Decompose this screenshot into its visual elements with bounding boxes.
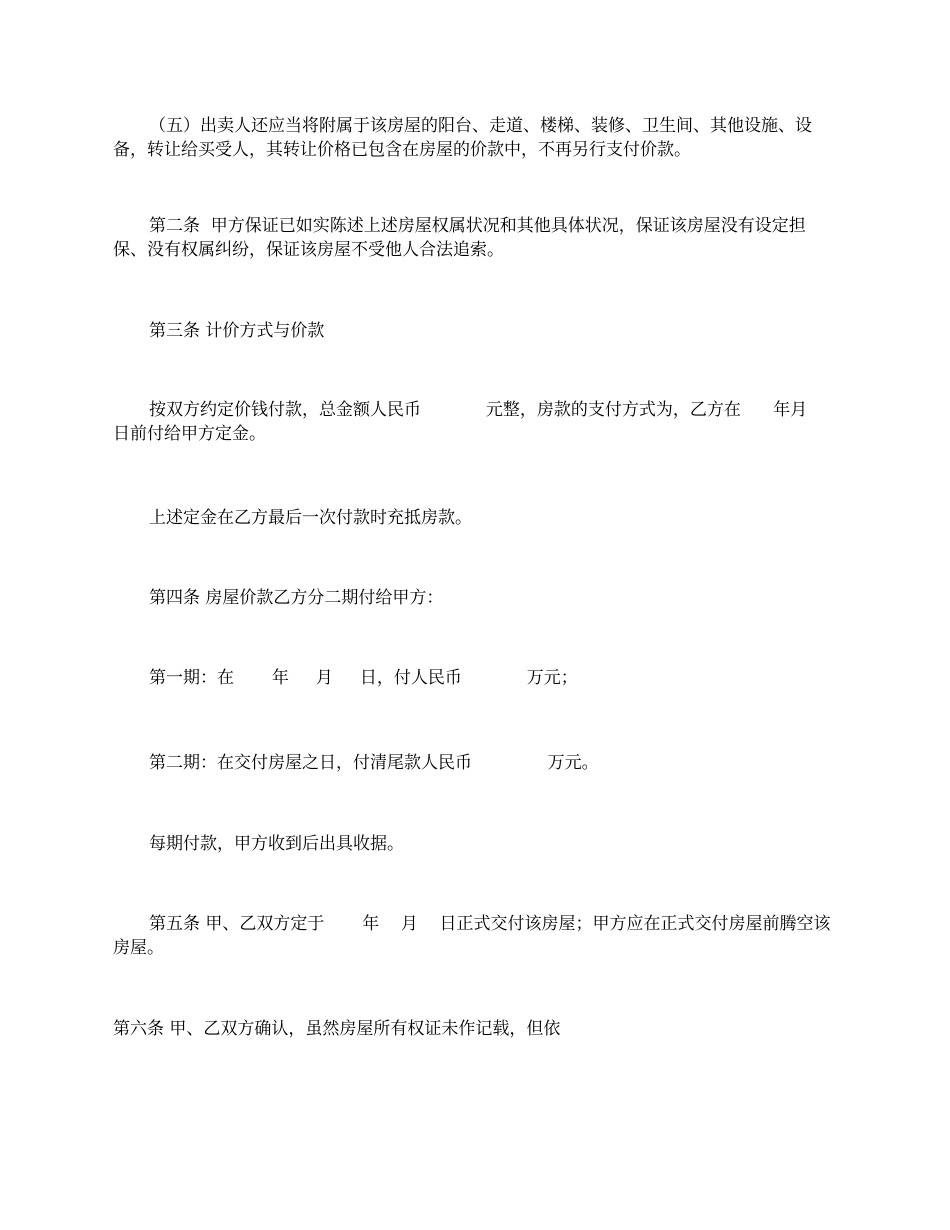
paragraph-receipt: 每期付款，甲方收到后出具收据。 [149,834,404,854]
paragraph-deposit: 上述定金在乙方最后一次付款时充抵房款。 [149,508,472,528]
paragraph-clause-5: （五）出卖人还应当将附属于该房屋的阳台、走道、楼梯、装修、卫生间、其他设施、设备，转让给买受人，其转让价格已包含在房屋的价款中，不再另行支付价款。 [113,116,812,160]
paragraph-installment-2: 第二期：在交付房屋之日，付清尾款人民币 万元。 [149,753,599,773]
paragraph-article-2: 第二条 甲方保证已如实陈述上述房屋权属状况和其他具体状况，保证该房屋没有设定担保、没有权属纠纷，保证该房屋不受他人合法追索。 [113,216,806,260]
paragraph-article-3-heading: 第三条 计价方式与价款 [149,321,325,341]
paragraph-payment-terms: 按双方约定价钱付款，总金额人民币 元整，房款的支付方式为，乙方在 年月 日前付给甲方定金。 [113,400,835,444]
paragraph-article-4: 第四条 房屋价款乙方分二期付给甲方： [149,588,444,608]
paragraph-article-5: 第五条 甲、乙双方定于 年 月 日正式交付该房屋；甲方应在正式交付房屋前腾空该房屋。 [113,914,831,958]
paragraph-installment-1: 第一期：在 年 月 日，付人民币 万元； [149,668,578,688]
paragraph-article-6: 第六条 甲、乙双方确认，虽然房屋所有权证未作记载，但依 [113,1019,561,1039]
